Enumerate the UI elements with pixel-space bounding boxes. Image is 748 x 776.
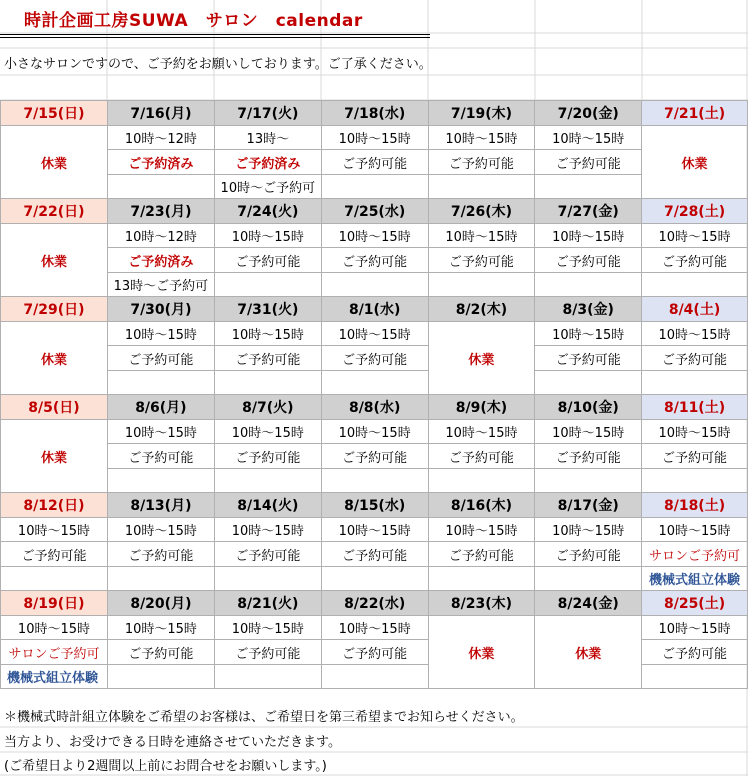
date-cell-sunday: 8/19(日) (1, 591, 108, 616)
week-2-time-row (1, 224, 748, 248)
time-cell: 10時～15時 (642, 322, 748, 346)
date-cell: 8/17(金) (535, 493, 642, 518)
time-cell: 10時～15時 (535, 322, 642, 346)
date-cell: 8/14(火) (214, 493, 321, 518)
week-1-date-row (1, 101, 748, 126)
closed-cell: 休業 (1, 126, 108, 199)
time-cell: 10時～15時 (321, 126, 428, 150)
date-cell: 8/7(火) (214, 395, 321, 420)
time-cell: 10時～15時 (107, 420, 214, 444)
note-assembly-experience: 機械式組立体験 (1, 665, 108, 689)
date-cell-saturday: 8/4(土) (642, 297, 748, 322)
empty-cell (321, 371, 428, 395)
date-cell-sunday: 7/22(日) (1, 199, 108, 224)
closed-cell: 休業 (642, 126, 748, 199)
status-available: ご予約可能 (535, 542, 642, 567)
week-2-status-row (1, 248, 748, 273)
status-available: ご予約可能 (428, 444, 535, 469)
empty-cell (428, 273, 535, 297)
empty-cell (321, 273, 428, 297)
week-5-status-row (1, 542, 748, 567)
week-1-status-row (1, 150, 748, 175)
title-underline (0, 34, 430, 35)
status-available: ご予約可能 (535, 248, 642, 273)
status-available: ご予約可能 (535, 346, 642, 371)
empty-cell (214, 469, 321, 493)
empty-cell (428, 175, 535, 199)
time-cell: 10時～15時 (535, 126, 642, 150)
date-cell: 8/13(月) (107, 493, 214, 518)
week-5-note-row (1, 567, 748, 591)
empty-cell (107, 371, 214, 395)
status-available: ご予約可能 (428, 150, 535, 175)
week-5-date-row (1, 493, 748, 518)
time-cell: 10時～15時 (535, 224, 642, 248)
time-cell: 10時～15時 (321, 518, 428, 542)
date-cell: 7/25(水) (321, 199, 428, 224)
footer-note-3: (ご希望日より2週間以上前にお問合せをお願いします。) (4, 759, 327, 774)
time-cell: 10時～15時 (1, 616, 108, 640)
empty-cell (642, 665, 748, 689)
status-available: ご予約可能 (321, 346, 428, 371)
date-cell-saturday: 8/18(土) (642, 493, 748, 518)
note-cell: 13時～ご予約可 (107, 273, 214, 297)
status-available: ご予約可能 (214, 248, 321, 273)
week-3-time-row (1, 322, 748, 346)
empty-cell (214, 273, 321, 297)
title-underline-2 (0, 37, 430, 38)
status-available: ご予約可能 (642, 640, 748, 665)
date-cell: 8/2(木) (428, 297, 535, 322)
time-cell: 10時～15時 (642, 518, 748, 542)
time-cell: 10時～15時 (321, 224, 428, 248)
time-cell: 10時～15時 (642, 616, 748, 640)
empty-cell (321, 567, 428, 591)
time-cell: 10時～15時 (214, 322, 321, 346)
empty-cell (214, 665, 321, 689)
week-2-date-row (1, 199, 748, 224)
date-cell: 7/23(月) (107, 199, 214, 224)
empty-cell (642, 273, 748, 297)
time-cell: 10時～15時 (642, 420, 748, 444)
empty-cell (535, 273, 642, 297)
time-cell: 10時～15時 (642, 224, 748, 248)
date-cell: 7/27(金) (535, 199, 642, 224)
time-cell: 10時～12時 (107, 224, 214, 248)
week-2-note-row (1, 273, 748, 297)
date-cell: 7/16(月) (107, 101, 214, 126)
week-3-status-row (1, 346, 748, 371)
time-cell: 10時～15時 (321, 616, 428, 640)
time-cell: 10時～15時 (428, 126, 535, 150)
empty-cell (642, 469, 748, 493)
time-cell: 10時～15時 (214, 616, 321, 640)
empty-cell (428, 567, 535, 591)
date-cell-saturday: 8/25(土) (642, 591, 748, 616)
week-1-note-row (1, 175, 748, 199)
date-cell: 7/30(月) (107, 297, 214, 322)
page-title: 時計企画工房SUWA サロン calendar (24, 11, 363, 31)
week-3-note-row (1, 371, 748, 395)
date-cell: 8/24(金) (535, 591, 642, 616)
week-4-date-row (1, 395, 748, 420)
status-available: ご予約可能 (107, 346, 214, 371)
time-cell: 10時～15時 (428, 224, 535, 248)
status-available: ご予約可能 (535, 150, 642, 175)
time-cell: 10時～15時 (321, 420, 428, 444)
week-1-time-row (1, 126, 748, 150)
status-booked: ご予約済み (107, 150, 214, 175)
week-4-note-row (1, 469, 748, 493)
empty-cell (214, 567, 321, 591)
salon-calendar-table (0, 100, 748, 689)
status-available: ご予約可能 (214, 640, 321, 665)
status-available: ご予約可能 (107, 542, 214, 567)
status-available: ご予約可能 (535, 444, 642, 469)
empty-cell (535, 567, 642, 591)
time-cell: 10時～15時 (107, 518, 214, 542)
closed-cell: 休業 (1, 420, 108, 493)
time-cell: 10時～15時 (214, 518, 321, 542)
empty-cell (321, 175, 428, 199)
empty-cell (321, 469, 428, 493)
status-available: ご予約可能 (642, 346, 748, 371)
empty-cell (535, 175, 642, 199)
footer-note-1: ＊機械式時計組立体験をご希望のお客様は、ご希望日を第三希望までお知らせください。 (4, 710, 524, 725)
empty-cell (214, 371, 321, 395)
status-available: ご予約可能 (428, 542, 535, 567)
status-salon-available: サロンご予約可 (642, 542, 748, 567)
date-cell: 7/19(木) (428, 101, 535, 126)
time-cell: 10時～15時 (214, 224, 321, 248)
date-cell: 8/20(月) (107, 591, 214, 616)
status-available: ご予約可能 (1, 542, 108, 567)
date-cell: 7/18(水) (321, 101, 428, 126)
date-cell: 8/3(金) (535, 297, 642, 322)
date-cell: 7/31(火) (214, 297, 321, 322)
closed-cell: 休業 (1, 322, 108, 395)
status-booked: ご予約済み (214, 150, 321, 175)
date-cell-sunday: 8/5(日) (1, 395, 108, 420)
date-cell: 8/8(水) (321, 395, 428, 420)
empty-cell (535, 371, 642, 395)
status-available: ご予約可能 (214, 542, 321, 567)
date-cell: 8/22(水) (321, 591, 428, 616)
date-cell: 7/17(火) (214, 101, 321, 126)
empty-cell (428, 469, 535, 493)
week-3-date-row (1, 297, 748, 322)
empty-cell (321, 665, 428, 689)
date-cell: 8/16(木) (428, 493, 535, 518)
status-available: ご予約可能 (107, 444, 214, 469)
intro-text: 小さなサロンですので、ご予約をお願いしております。ご了承ください。 (4, 57, 432, 72)
status-available: ご予約可能 (642, 444, 748, 469)
date-cell: 7/20(金) (535, 101, 642, 126)
note-cell: 10時～ご予約可 (214, 175, 321, 199)
closed-cell: 休業 (428, 322, 535, 395)
empty-cell (107, 175, 214, 199)
time-cell: 10時～15時 (535, 420, 642, 444)
status-available: ご予約可能 (214, 444, 321, 469)
date-cell: 8/9(木) (428, 395, 535, 420)
time-cell: 10時～15時 (107, 616, 214, 640)
closed-cell: 休業 (428, 616, 535, 689)
empty-cell (642, 371, 748, 395)
status-available: ご予約可能 (428, 248, 535, 273)
status-available: ご予約可能 (107, 640, 214, 665)
week-4-status-row (1, 444, 748, 469)
time-cell: 10時～12時 (107, 126, 214, 150)
date-cell-saturday: 7/28(土) (642, 199, 748, 224)
week-6-time-row (1, 616, 748, 640)
time-cell: 13時～ (214, 126, 321, 150)
empty-cell (535, 469, 642, 493)
date-cell-sunday: 8/12(日) (1, 493, 108, 518)
date-cell: 8/10(金) (535, 395, 642, 420)
status-available: ご予約可能 (321, 444, 428, 469)
time-cell: 10時～15時 (1, 518, 108, 542)
date-cell: 8/15(水) (321, 493, 428, 518)
date-cell-saturday: 8/11(土) (642, 395, 748, 420)
note-assembly-experience: 機械式組立体験 (642, 567, 748, 591)
time-cell: 10時～15時 (428, 420, 535, 444)
week-6-date-row (1, 591, 748, 616)
empty-cell (107, 469, 214, 493)
status-available: ご予約可能 (321, 542, 428, 567)
time-cell: 10時～15時 (214, 420, 321, 444)
status-available: ご予約可能 (321, 248, 428, 273)
status-available: ご予約可能 (321, 640, 428, 665)
status-available: ご予約可能 (214, 346, 321, 371)
empty-cell (107, 567, 214, 591)
date-cell: 7/24(火) (214, 199, 321, 224)
footer-note-2: 当方より、お受けできる日時を連絡させていただきます。 (4, 735, 341, 750)
time-cell: 10時～15時 (428, 518, 535, 542)
date-cell-sunday: 7/29(日) (1, 297, 108, 322)
status-available: ご予約可能 (642, 248, 748, 273)
time-cell: 10時～15時 (535, 518, 642, 542)
status-salon-available: サロンご予約可 (1, 640, 108, 665)
closed-cell: 休業 (1, 224, 108, 297)
date-cell: 8/6(月) (107, 395, 214, 420)
time-cell: 10時～15時 (107, 322, 214, 346)
week-4-time-row (1, 420, 748, 444)
date-cell: 8/1(水) (321, 297, 428, 322)
date-cell: 8/21(火) (214, 591, 321, 616)
status-booked: ご予約済み (107, 248, 214, 273)
date-cell: 8/23(木) (428, 591, 535, 616)
status-available: ご予約可能 (321, 150, 428, 175)
time-cell: 10時～15時 (321, 322, 428, 346)
date-cell-saturday: 7/21(土) (642, 101, 748, 126)
empty-cell (107, 665, 214, 689)
empty-cell (1, 567, 108, 591)
week-5-time-row (1, 518, 748, 542)
date-cell: 7/26(木) (428, 199, 535, 224)
closed-cell: 休業 (535, 616, 642, 689)
date-cell-sunday: 7/15(日) (1, 101, 108, 126)
